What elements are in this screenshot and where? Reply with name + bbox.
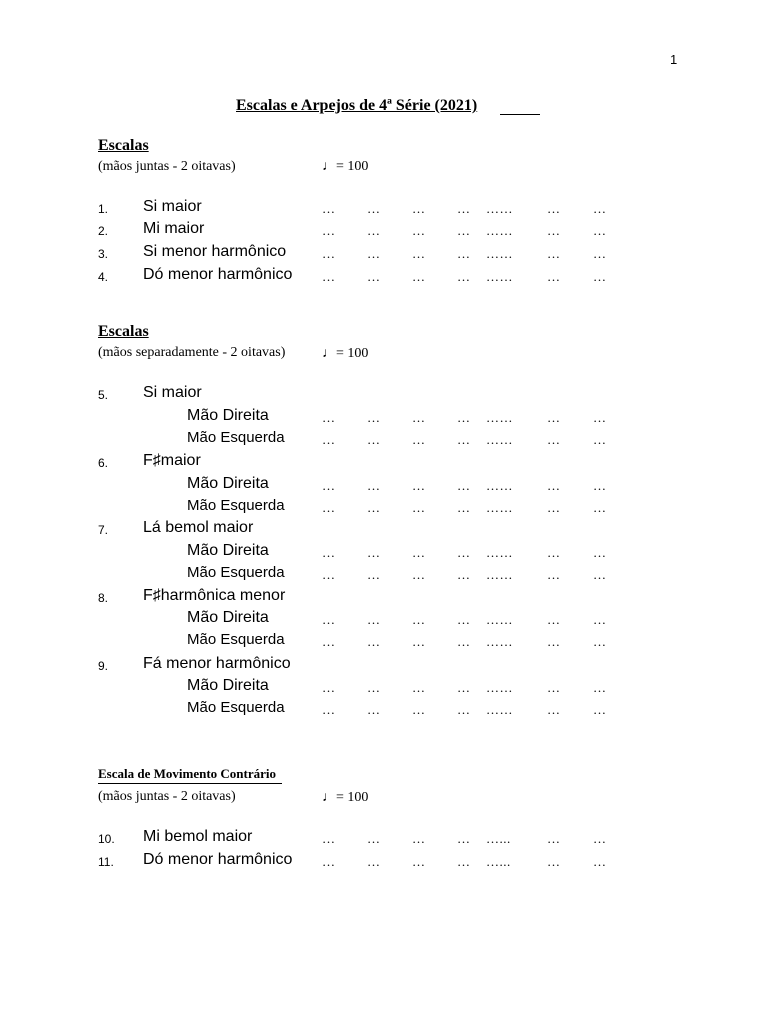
list-item bbox=[0, 587, 768, 609]
item-number: 4. bbox=[98, 270, 109, 284]
item-label: Fá menor harmônico bbox=[143, 655, 291, 672]
check-mark: …… bbox=[486, 223, 513, 238]
check-mark: …… bbox=[486, 246, 513, 261]
section-note: (mãos separadamente - 2 oitavas) bbox=[98, 345, 286, 360]
check-mark: … bbox=[547, 432, 561, 447]
check-mark: …… bbox=[486, 500, 513, 515]
check-mark: … bbox=[457, 500, 471, 515]
section-note: (mãos juntas - 2 oitavas) bbox=[98, 159, 236, 174]
check-mark: … bbox=[457, 432, 471, 447]
check-mark: … bbox=[367, 680, 381, 695]
item-number: 10. bbox=[98, 832, 115, 846]
check-mark: … bbox=[547, 223, 561, 238]
check-mark: … bbox=[457, 410, 471, 425]
item-label: Si maior bbox=[143, 198, 202, 215]
check-mark: …... bbox=[486, 831, 511, 846]
check-mark: … bbox=[457, 269, 471, 284]
check-mark: …… bbox=[486, 612, 513, 627]
list-item bbox=[0, 828, 768, 850]
check-mark: … bbox=[322, 612, 336, 627]
check-mark: … bbox=[593, 246, 607, 261]
item-label: F♯harmônica menor bbox=[143, 587, 286, 604]
check-mark: … bbox=[593, 432, 607, 447]
check-mark: … bbox=[322, 432, 336, 447]
item-label: Dó menor harmônico bbox=[143, 851, 293, 868]
item-number: 7. bbox=[98, 523, 109, 537]
check-mark: … bbox=[593, 478, 607, 493]
check-mark: … bbox=[367, 500, 381, 515]
hand-label-left: Mão Esquerda bbox=[187, 699, 285, 716]
check-mark: … bbox=[547, 634, 561, 649]
check-mark: … bbox=[593, 612, 607, 627]
item-number: 6. bbox=[98, 456, 109, 470]
check-mark: …… bbox=[486, 545, 513, 560]
list-item bbox=[0, 452, 768, 474]
check-mark: … bbox=[457, 478, 471, 493]
item-label: Dó menor harmônico bbox=[143, 266, 293, 283]
check-mark: … bbox=[593, 831, 607, 846]
tempo-marking: ♩= 100 bbox=[322, 346, 369, 361]
hand-row bbox=[0, 407, 768, 429]
list-item bbox=[0, 655, 768, 677]
check-mark: … bbox=[457, 223, 471, 238]
check-mark: … bbox=[457, 612, 471, 627]
check-mark: … bbox=[367, 246, 381, 261]
hand-row bbox=[0, 609, 768, 631]
check-mark: … bbox=[367, 612, 381, 627]
check-mark: … bbox=[547, 545, 561, 560]
check-mark: … bbox=[593, 567, 607, 582]
check-mark: … bbox=[593, 223, 607, 238]
check-mark: … bbox=[412, 831, 426, 846]
check-mark: … bbox=[412, 567, 426, 582]
check-mark: … bbox=[322, 223, 336, 238]
item-label: Si maior bbox=[143, 384, 202, 401]
document-title: Escalas e Arpejos de 4ª Série (2021) bbox=[236, 97, 478, 114]
hand-label-left: Mão Esquerda bbox=[187, 564, 285, 581]
section-heading-escalas-hands-separate: Escalas bbox=[98, 323, 149, 340]
check-mark: … bbox=[547, 410, 561, 425]
check-mark: … bbox=[593, 854, 607, 869]
check-mark: … bbox=[593, 500, 607, 515]
check-mark: … bbox=[412, 223, 426, 238]
item-number: 3. bbox=[98, 247, 109, 261]
check-mark: … bbox=[367, 223, 381, 238]
item-number: 8. bbox=[98, 591, 109, 605]
check-mark: … bbox=[322, 545, 336, 560]
check-mark: … bbox=[322, 831, 336, 846]
hand-label-left: Mão Esquerda bbox=[187, 631, 285, 648]
item-label: Lá bemol maior bbox=[143, 519, 254, 536]
check-mark: … bbox=[457, 201, 471, 216]
check-mark: … bbox=[412, 634, 426, 649]
hand-row bbox=[0, 429, 768, 451]
hand-label-right: Mão Direita bbox=[187, 475, 269, 492]
check-mark: … bbox=[322, 201, 336, 216]
check-mark: …… bbox=[486, 201, 513, 216]
hand-label-right: Mão Direita bbox=[187, 677, 269, 694]
item-label: Si menor harmônico bbox=[143, 243, 287, 260]
check-mark: … bbox=[367, 410, 381, 425]
list-item bbox=[0, 851, 768, 873]
check-mark: … bbox=[593, 634, 607, 649]
check-mark: …… bbox=[486, 478, 513, 493]
check-mark: …… bbox=[486, 432, 513, 447]
check-mark: … bbox=[457, 831, 471, 846]
list-item bbox=[0, 243, 768, 265]
hand-row bbox=[0, 497, 768, 519]
item-number: 1. bbox=[98, 202, 109, 216]
list-item bbox=[0, 198, 768, 220]
check-mark: … bbox=[547, 246, 561, 261]
list-item bbox=[0, 519, 768, 541]
check-mark: … bbox=[412, 545, 426, 560]
check-mark: … bbox=[547, 612, 561, 627]
item-number: 9. bbox=[98, 659, 109, 673]
tempo-marking: ♩= 100 bbox=[322, 790, 369, 805]
check-mark: … bbox=[412, 612, 426, 627]
check-mark: … bbox=[412, 201, 426, 216]
hand-row bbox=[0, 542, 768, 564]
check-mark: …… bbox=[486, 680, 513, 695]
check-mark: … bbox=[412, 269, 426, 284]
check-mark: … bbox=[322, 634, 336, 649]
check-mark: … bbox=[457, 567, 471, 582]
check-mark: … bbox=[593, 702, 607, 717]
hand-row bbox=[0, 475, 768, 497]
check-mark: …… bbox=[486, 269, 513, 284]
check-mark: … bbox=[322, 567, 336, 582]
check-mark: … bbox=[322, 478, 336, 493]
item-number: 2. bbox=[98, 224, 109, 238]
item-number: 5. bbox=[98, 388, 109, 402]
check-mark: …... bbox=[486, 854, 511, 869]
check-mark: … bbox=[457, 680, 471, 695]
check-mark: … bbox=[367, 634, 381, 649]
check-mark: … bbox=[547, 500, 561, 515]
check-mark: … bbox=[412, 500, 426, 515]
item-label: F♯maior bbox=[143, 452, 201, 469]
hand-row bbox=[0, 631, 768, 653]
item-label: Mi bemol maior bbox=[143, 828, 253, 845]
check-mark: … bbox=[367, 478, 381, 493]
check-mark: …… bbox=[486, 567, 513, 582]
hand-label-left: Mão Esquerda bbox=[187, 429, 285, 446]
tempo-marking: ♩= 100 bbox=[322, 159, 369, 174]
check-mark: …… bbox=[486, 634, 513, 649]
check-mark: … bbox=[547, 567, 561, 582]
check-mark: … bbox=[367, 567, 381, 582]
check-mark: … bbox=[412, 410, 426, 425]
check-mark: … bbox=[322, 702, 336, 717]
check-mark: … bbox=[457, 545, 471, 560]
check-mark: … bbox=[322, 410, 336, 425]
check-mark: … bbox=[457, 702, 471, 717]
title-underline-extension bbox=[500, 114, 540, 115]
section-heading-contrary-motion: Escala de Movimento Contrário bbox=[98, 766, 282, 784]
check-mark: … bbox=[547, 269, 561, 284]
hand-label-right: Mão Direita bbox=[187, 542, 269, 559]
check-mark: … bbox=[593, 201, 607, 216]
check-mark: … bbox=[593, 545, 607, 560]
check-mark: … bbox=[367, 831, 381, 846]
check-mark: … bbox=[322, 680, 336, 695]
check-mark: … bbox=[457, 634, 471, 649]
hand-row bbox=[0, 564, 768, 586]
check-mark: … bbox=[367, 201, 381, 216]
check-mark: … bbox=[457, 246, 471, 261]
check-mark: … bbox=[593, 269, 607, 284]
check-mark: … bbox=[367, 269, 381, 284]
section-heading-escalas-hands-together: Escalas bbox=[98, 137, 149, 154]
item-number: 11. bbox=[98, 855, 114, 869]
check-mark: … bbox=[412, 702, 426, 717]
check-mark: … bbox=[322, 500, 336, 515]
check-mark: … bbox=[367, 854, 381, 869]
item-label: Mi maior bbox=[143, 220, 205, 237]
check-mark: …… bbox=[486, 702, 513, 717]
section-note: (mãos juntas - 2 oitavas) bbox=[98, 789, 236, 804]
check-mark: … bbox=[367, 432, 381, 447]
page-number: 1 bbox=[670, 52, 678, 67]
check-mark: … bbox=[547, 478, 561, 493]
check-mark: … bbox=[457, 854, 471, 869]
list-item bbox=[0, 384, 768, 406]
check-mark: … bbox=[547, 831, 561, 846]
check-mark: …… bbox=[486, 410, 513, 425]
check-mark: … bbox=[412, 246, 426, 261]
check-mark: … bbox=[367, 545, 381, 560]
check-mark: … bbox=[322, 269, 336, 284]
check-mark: … bbox=[547, 702, 561, 717]
hand-label-right: Mão Direita bbox=[187, 609, 269, 626]
hand-row bbox=[0, 677, 768, 699]
check-mark: … bbox=[367, 702, 381, 717]
check-mark: … bbox=[412, 478, 426, 493]
hand-label-right: Mão Direita bbox=[187, 407, 269, 424]
check-mark: … bbox=[593, 410, 607, 425]
hand-row bbox=[0, 699, 768, 721]
list-item bbox=[0, 266, 768, 288]
check-mark: … bbox=[412, 854, 426, 869]
check-mark: … bbox=[412, 432, 426, 447]
check-mark: … bbox=[547, 201, 561, 216]
hand-label-left: Mão Esquerda bbox=[187, 497, 285, 514]
check-mark: … bbox=[547, 680, 561, 695]
check-mark: … bbox=[322, 246, 336, 261]
check-mark: … bbox=[412, 680, 426, 695]
list-item bbox=[0, 220, 768, 242]
check-mark: … bbox=[322, 854, 336, 869]
check-mark: … bbox=[593, 680, 607, 695]
check-mark: … bbox=[547, 854, 561, 869]
